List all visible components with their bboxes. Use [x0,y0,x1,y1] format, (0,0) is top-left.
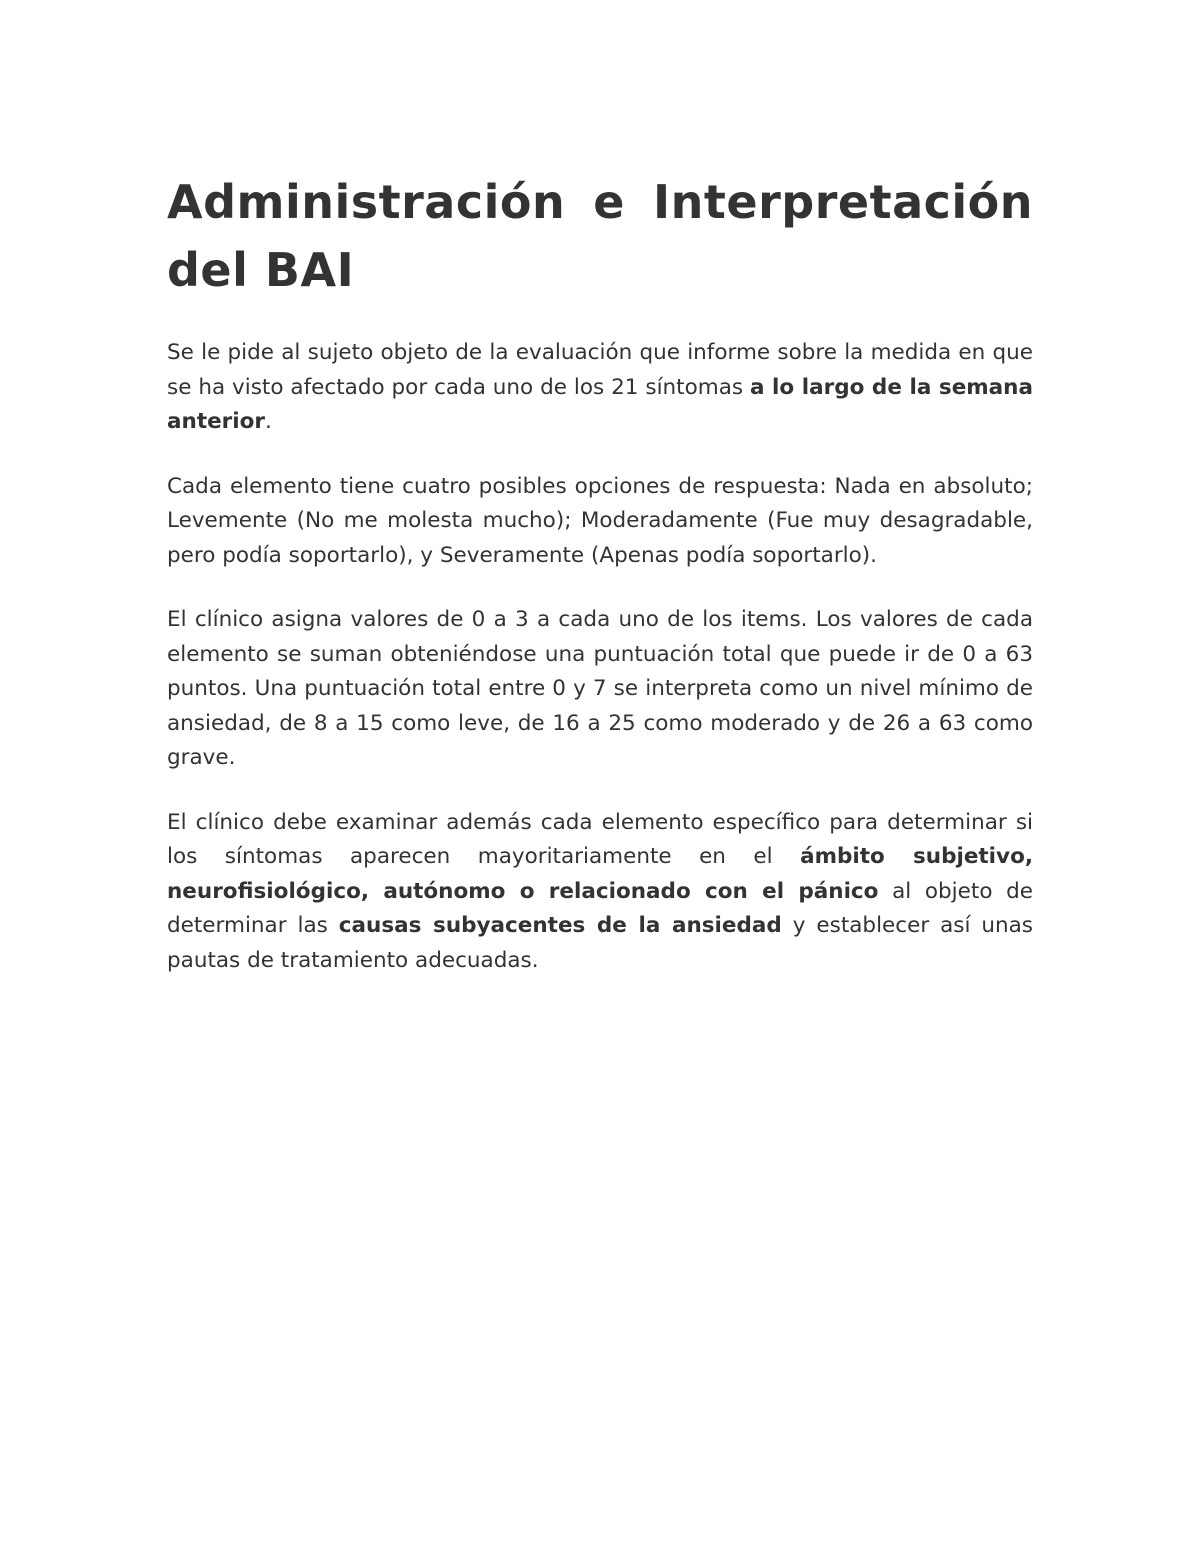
paragraph-text: Se le pide al sujeto objeto de la evaluación que informe sobre la medida en que se ha visto afectado por cada uno de los 21 síntomas [167,340,1033,400]
paragraph-text: El clínico asigna valores de 0 a 3 a cada uno de los items. Los valores de cada elemento se suman obteniéndose una puntuación total que puede ir de 0 a 63 puntos. Una puntuación total entre 0 y 7 se interpreta como un nivel mínimo de ansiedad, de 8 a 15 como leve, de 16 a 25 como moderado y de 26 a 63 como grave. [167,607,1033,770]
paragraph-text: Cada elemento tiene cuatro posibles opciones de respuesta: Nada en absoluto; Levemente (No me molesta mucho); Moderadamente (Fue muy desagradable, pero podía soportarlo), y Severamente (Apenas podía soportarlo). [167,473,1033,568]
paragraph-text: . [265,409,272,434]
paragraph-instructions [167,336,1033,440]
paragraph-response-options [167,470,1033,574]
emphasis-text: ámbito subjetivo, neurofisiológico, autónomo o relacionado con el pánico [167,844,1034,904]
paragraph-text: al objeto de determinar las [167,878,1033,938]
paragraph-interpretation [167,806,1033,979]
paragraph-text: y establecer así unas pautas de tratamiento adecuadas. [167,913,1034,973]
emphasis-text: a lo largo de la semana anterior [167,374,1033,434]
paragraph-scoring [167,603,1033,776]
document-title: Administración e Interpretación del BAI [167,175,1033,297]
emphasis-text: causas subyacentes de la ansiedad [338,913,782,938]
paragraph-text: El clínico debe examinar además cada elemento específico para determinar si los síntomas aparecen mayoritariamente en el [167,809,1033,869]
document-body [167,168,1033,1008]
